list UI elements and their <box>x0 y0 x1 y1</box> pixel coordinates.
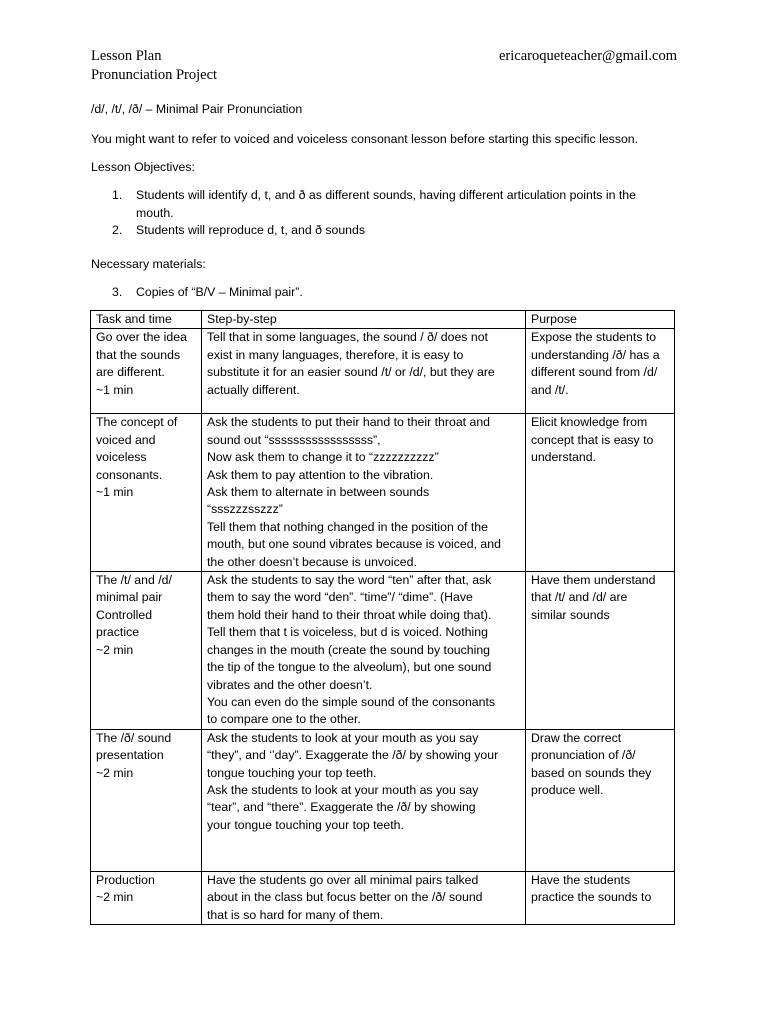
purpose-cell <box>526 414 675 572</box>
step-cell-line: Have the students go over all minimal pairs talked <box>207 872 479 887</box>
task-cell-line: ~1 min <box>96 485 134 500</box>
step-cell-line: the other doesn’t because is unvoiced. <box>207 554 417 569</box>
step-cell-line: Tell that in some languages, the sound / ð/ does not <box>207 330 488 345</box>
purpose-cell-line: pronunciation of /ð/ <box>531 748 636 763</box>
step-cell <box>202 729 526 871</box>
task-cell-line: are different. <box>96 365 165 380</box>
purpose-cell <box>526 572 675 730</box>
task-cell-line: minimal pair <box>96 590 163 605</box>
task-cell <box>91 414 202 572</box>
task-cell-line: The concept of <box>96 415 178 430</box>
step-cell-line: You can even do the simple sound of the consonants <box>207 694 496 709</box>
step-cell-line: tongue touching your top teeth. <box>207 765 377 780</box>
purpose-cell-line: Draw the correct <box>531 730 622 745</box>
objective-text: Students will reproduce d, t, and ð sounds <box>136 223 365 237</box>
purpose-cell-line: understanding /ð/ has a <box>531 347 660 362</box>
objectives-list <box>91 187 681 240</box>
objectives-heading: Lesson Objectives: <box>91 160 195 174</box>
task-cell-line: ~1 min <box>96 382 134 397</box>
step-cell-line: Ask them to alternate in between sounds <box>207 485 430 500</box>
task-cell <box>91 729 202 871</box>
doc-title: /d/, /t/, /ð/ – Minimal Pair Pronunciation <box>91 102 303 116</box>
task-cell-line: The /ð/ sound <box>96 730 172 745</box>
step-cell-line: Tell them that nothing changed in the position of the <box>207 519 488 534</box>
step-cell-line: that is so hard for many of them. <box>207 907 384 922</box>
task-cell-line: Controlled <box>96 607 153 622</box>
step-cell-line: Ask the students to say the word “ten” after that, ask <box>207 573 492 588</box>
header-task-time: Task and time <box>91 311 202 329</box>
task-cell-line: Go over the idea <box>96 330 187 345</box>
step-cell-line: substitute it for an easier sound /t/ or /d/, but they are <box>207 365 495 380</box>
objective-text: Students will identify d, t, and ð as different sounds, having different articulation points in the <box>136 188 636 202</box>
purpose-cell-line: different sound from /d/ <box>531 365 658 380</box>
step-cell <box>202 414 526 572</box>
task-cell-line: voiceless <box>96 450 147 465</box>
purpose-cell <box>526 871 675 924</box>
step-cell-line: them to say the word “den”. “time”/ “dime”. (Have <box>207 590 473 605</box>
task-cell <box>91 329 202 414</box>
task-cell-line: ~2 min <box>96 765 134 780</box>
purpose-cell-line: Expose the students to <box>531 330 657 345</box>
task-cell-line: The /t/ and /d/ <box>96 573 172 588</box>
table-row <box>91 329 675 414</box>
task-cell-line: practice <box>96 625 140 640</box>
purpose-cell-line: produce well. <box>531 782 604 797</box>
step-cell-line: your tongue touching your top teeth. <box>207 817 404 832</box>
step-cell-line: sound out “sssssssssssssssss”, <box>207 432 381 447</box>
table-row <box>91 572 675 730</box>
step-cell-line: “they”, and ‘’day”. Exaggerate the /ð/ by showing your <box>207 748 499 763</box>
lesson-table <box>90 310 675 925</box>
step-cell-line: Ask the students to look at your mouth as you say <box>207 730 479 745</box>
material-text: Copies of “B/V – Minimal pair”. <box>136 285 303 299</box>
material-number: 3. <box>112 285 123 299</box>
purpose-cell-line: similar sounds <box>531 607 610 622</box>
step-cell-line: Tell them that t is voiceless, but d is voiced. Nothing <box>207 625 488 640</box>
step-cell-line: them hold their hand to their throat while doing that). <box>207 607 492 622</box>
materials-list <box>91 284 681 302</box>
purpose-cell-line: Elicit knowledge from <box>531 415 648 430</box>
step-cell-line: “tear”, and “there”. Exaggerate the /ð/ by showing <box>207 800 476 815</box>
purpose-cell <box>526 329 675 414</box>
header-purpose: Purpose <box>526 311 675 329</box>
header-title-line1: Lesson Plan <box>91 48 162 64</box>
purpose-cell <box>526 729 675 871</box>
step-cell-line: Ask them to pay attention to the vibration. <box>207 467 434 482</box>
step-cell-line: actually different. <box>207 382 300 397</box>
objective-number: 1. <box>112 188 123 202</box>
task-cell-line: Production <box>96 872 155 887</box>
task-cell <box>91 572 202 730</box>
objective-text: mouth. <box>136 205 174 220</box>
purpose-cell-line: practice the sounds to <box>531 890 652 905</box>
objective-item <box>91 222 681 240</box>
table-row <box>91 871 675 924</box>
objective-number: 2. <box>112 223 123 237</box>
purpose-cell-line: concept that is easy to <box>531 432 654 447</box>
step-cell-line: about in the class but focus better on the /ð/ sound <box>207 890 483 905</box>
task-cell-line: voiced and <box>96 432 156 447</box>
objective-item <box>91 187 681 222</box>
task-cell-line: presentation <box>96 748 164 763</box>
task-cell-line: that the sounds <box>96 347 181 362</box>
purpose-cell-line: Have the students <box>531 872 631 887</box>
step-cell <box>202 871 526 924</box>
material-item <box>91 284 681 302</box>
step-cell-line: Now ask them to change it to “zzzzzzzzzz” <box>207 450 439 465</box>
step-cell-line: the tip of the tongue to the alveolum), but one sound <box>207 660 492 675</box>
table-row <box>91 414 675 572</box>
header-title-line2: Pronunciation Project <box>91 67 218 83</box>
header-step-by-step: Step-by-step <box>202 311 526 329</box>
task-cell-line: ~2 min <box>96 890 134 905</box>
step-cell <box>202 329 526 414</box>
table-row <box>91 729 675 871</box>
step-cell-line: to compare one to the other. <box>207 712 361 727</box>
purpose-cell-line: based on sounds they <box>531 765 652 780</box>
intro-text: You might want to refer to voiced and voiceless consonant lesson before starting this specific lesson. <box>91 132 639 146</box>
step-cell-line: “ssszzzsszzz” <box>207 502 283 517</box>
materials-heading: Necessary materials: <box>91 257 206 271</box>
doc-header-title <box>91 47 217 85</box>
step-cell-line: Ask the students to look at your mouth as you say <box>207 782 479 797</box>
task-cell-line: ~2 min <box>96 642 134 657</box>
step-cell-line: vibrates and the other doesn’t. <box>207 677 373 692</box>
step-cell-line: exist in many languages, therefore, it is easy to <box>207 347 464 362</box>
purpose-cell-line: and /t/. <box>531 382 569 397</box>
table-header-row <box>91 311 675 329</box>
step-cell-line: mouth, but one sound vibrates because is voiced, and <box>207 537 501 552</box>
header-email: ericaroqueteacher@gmail.com <box>499 48 677 64</box>
purpose-cell-line: Have them understand <box>531 573 656 588</box>
task-cell <box>91 871 202 924</box>
purpose-cell-line: understand. <box>531 450 596 465</box>
purpose-cell-line: that /t/ and /d/ are <box>531 590 628 605</box>
task-cell-line: consonants. <box>96 467 163 482</box>
step-cell <box>202 572 526 730</box>
step-cell-line: changes in the mouth (create the sound by touching <box>207 642 491 657</box>
step-cell-line: Ask the students to put their hand to their throat and <box>207 415 491 430</box>
